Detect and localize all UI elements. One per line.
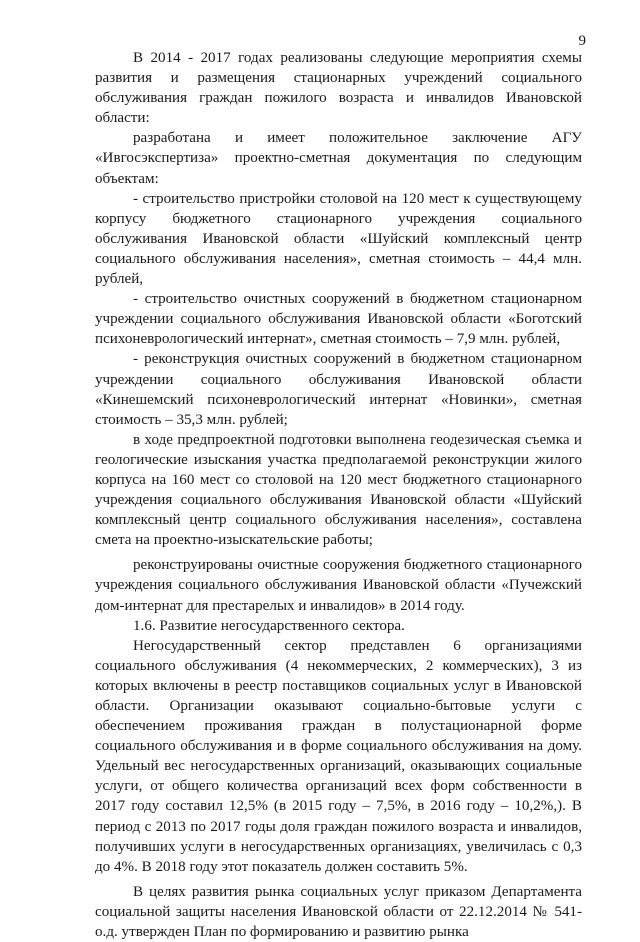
paragraph-intro: В 2014 - 2017 годах реализованы следующие мероприятия схемы развития и размещения стационарных учреждений социального обслуживания граждан пожилого возраста и инвалидов Ивановской области: bbox=[95, 50, 582, 127]
document-body bbox=[95, 48, 582, 942]
list-item-canteen: - строительство пристройки столовой на 120 мест к существующему корпусу бюджетного стационарного учреждения социального обслуживания Ивановской области «Шуйский комплексный центр социального обслуживания населения», сметная стоимость – 44,4 млн. рублей, bbox=[95, 190, 582, 288]
list-item-treatment-novinki: - реконструкция очистных сооружений в бюджетном стационарном учреждении социального обслуживания Ивановской области «Кинешемский психоневрологический интернат «Новинки», сметная стоимость – 35,3 млн. рублей; bbox=[95, 351, 582, 428]
paragraph-ngo-sector: Негосударственный сектор представлен 6 организациями социального обслуживания (4 некоммерческих, 2 коммерческих), 3 из которых включены в реестр поставщиков социальных услуг в Ивановской области. Организации оказывают социально-бытовые услуги с обеспечением проживания граждан в полустационарной форме социального обслуживания и в форме социального обслуживания на дому. Удельный вес негосударственных организаций, оказывающих социальные услуги, от общего количества организаций всех форм собственности в 2017 году составил 12,5% (в 2015 году – 7,5%, в 2016 году – 10,2%,). В период с 2013 по 2017 годы доля граждан пожилого возраста и инвалидов, получивших услуги в негосударственных организациях, увеличилась с 0,3 до 4%. В 2018 году этот показатель должен составить 5%. bbox=[95, 637, 582, 875]
section-heading: 1.6. Развитие негосударственного сектора. bbox=[133, 617, 405, 634]
paragraph-reconstructed: реконструированы очистные сооружения бюджетного стационарного учреждения социального обслуживания Ивановской области «Пучежский дом-интернат для престарелых и инвалидов» в 2014 году. bbox=[95, 557, 582, 614]
paragraph-market-development: В целях развития рынка социальных услуг приказом Департамента социальной защиты населения Ивановской области от 22.12.2014 № 541-о.д. утвержден План по формированию и развитию рынка bbox=[95, 883, 582, 941]
paragraph-survey: в ходе предпроектной подготовки выполнена геодезическая съемка и геологические изыскания участка предполагаемой реконструкции жилого корпуса на 160 мест со столовой на 120 мест бюджетного стационарного учреждения социального обслуживания Ивановской области «Шуйский комплексный центр социального обслуживания населения», составлена смета на проектно-изыскательские работы; bbox=[95, 431, 582, 549]
paragraph-design-docs: разработана и имеет положительное заключение АГУ «Ивгосэкспертиза» проектно-сметная документация по следующим объектам: bbox=[95, 130, 582, 187]
list-item-treatment-bogotsky: - строительство очистных сооружений в бюджетном стационарном учреждении социального обслуживания Ивановской области «Боготский психоневрологический интернат», сметная стоимость – 7,9 млн. рублей, bbox=[95, 291, 582, 348]
page-number: 9 bbox=[578, 33, 586, 49]
